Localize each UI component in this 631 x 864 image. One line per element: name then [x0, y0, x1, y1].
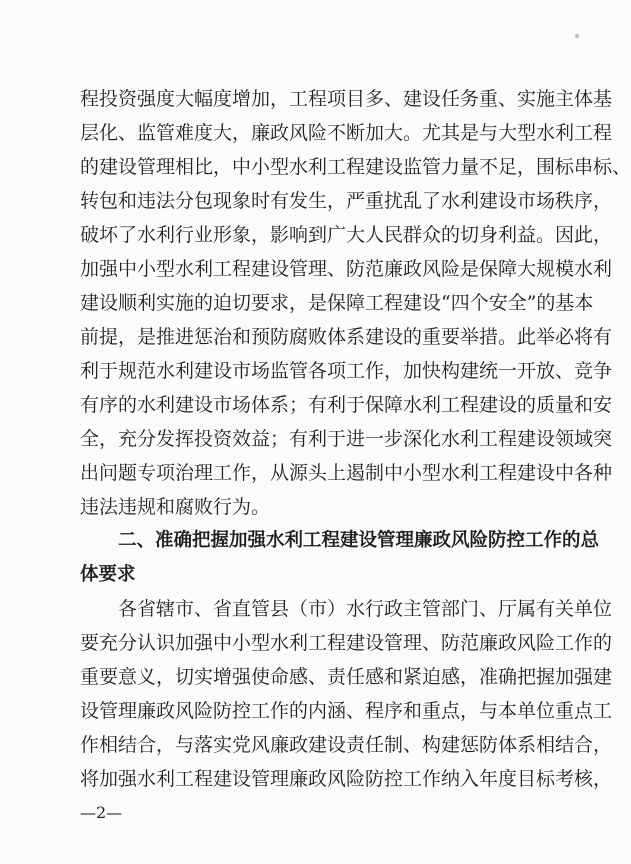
paragraph-line-19: 将加强水利工程建设管理廉政风险防控工作纳入年度目标考核， [80, 768, 613, 790]
paragraph-line-11: 全，充分发挥投资效益；有利于进一步深化水利工程建设领域突 [80, 428, 613, 450]
paragraph-line-10: 有序的水利建设市场体系；有利于保障水利工程建设的质量和安 [80, 394, 613, 416]
paragraph-line-4: 转包和违法分包现象时有发生，严重扰乱了水利建设市场秩序， [80, 190, 613, 212]
page-number: —2— [80, 803, 123, 822]
paragraph-line-14: 各省辖市、省直管县（市）水行政主管部门、厅属有关单位 [118, 598, 613, 620]
paragraph-line-2: 层化、监管难度大，廉政风险不断加大。尤其是与大型水利工程 [80, 122, 613, 144]
paragraph-line-18: 作相结合，与落实党风廉政建设责任制、构建惩防体系相结合， [80, 734, 613, 756]
section-heading-line-2: 体要求 [80, 564, 136, 585]
paragraph-line-13: 违法违规和腐败行为。 [80, 496, 271, 518]
paragraph-line-5: 破坏了水利行业形象，影响到广大人民群众的切身利益。因此， [80, 224, 613, 246]
paragraph-line-16: 重要意义，切实增强使命感、责任感和紧迫感，准确把握加强建 [80, 666, 613, 688]
paragraph-line-7: 建设顺利实施的迫切要求，是保障工程建设“四个安全”的基本 [80, 292, 594, 314]
section-heading-line-1: 二、准确把握加强水利工程建设管理廉政风险防控工作的总 [118, 530, 600, 551]
paragraph-line-15: 要充分认识加强中小型水利工程建设管理、防范廉政风险工作的 [80, 632, 613, 654]
scan-speck [575, 34, 579, 38]
paragraph-line-17: 设管理廉政风险防控工作的内涵、程序和重点，与本单位重点工 [80, 700, 613, 722]
paragraph-line-8: 前提，是推进惩治和预防腐败体系建设的重要举措。此举必将有 [80, 326, 613, 348]
paragraph-line-9: 利于规范水利建设市场监管各项工作，加快构建统一开放、竞争 [80, 360, 613, 382]
paragraph-line-6: 加强中小型水利工程建设管理、防范廉政风险是保障大规模水利 [80, 258, 613, 280]
paragraph-line-1: 程投资强度大幅度增加，工程项目多、建设任务重、实施主体基 [80, 88, 613, 110]
paragraph-line-12: 出问题专项治理工作，从源头上遏制中小型水利工程建设中各种 [80, 462, 613, 484]
paragraph-line-3: 的建设管理相比，中小型水利工程建设监管力量不足，围标串标、 [80, 156, 631, 178]
